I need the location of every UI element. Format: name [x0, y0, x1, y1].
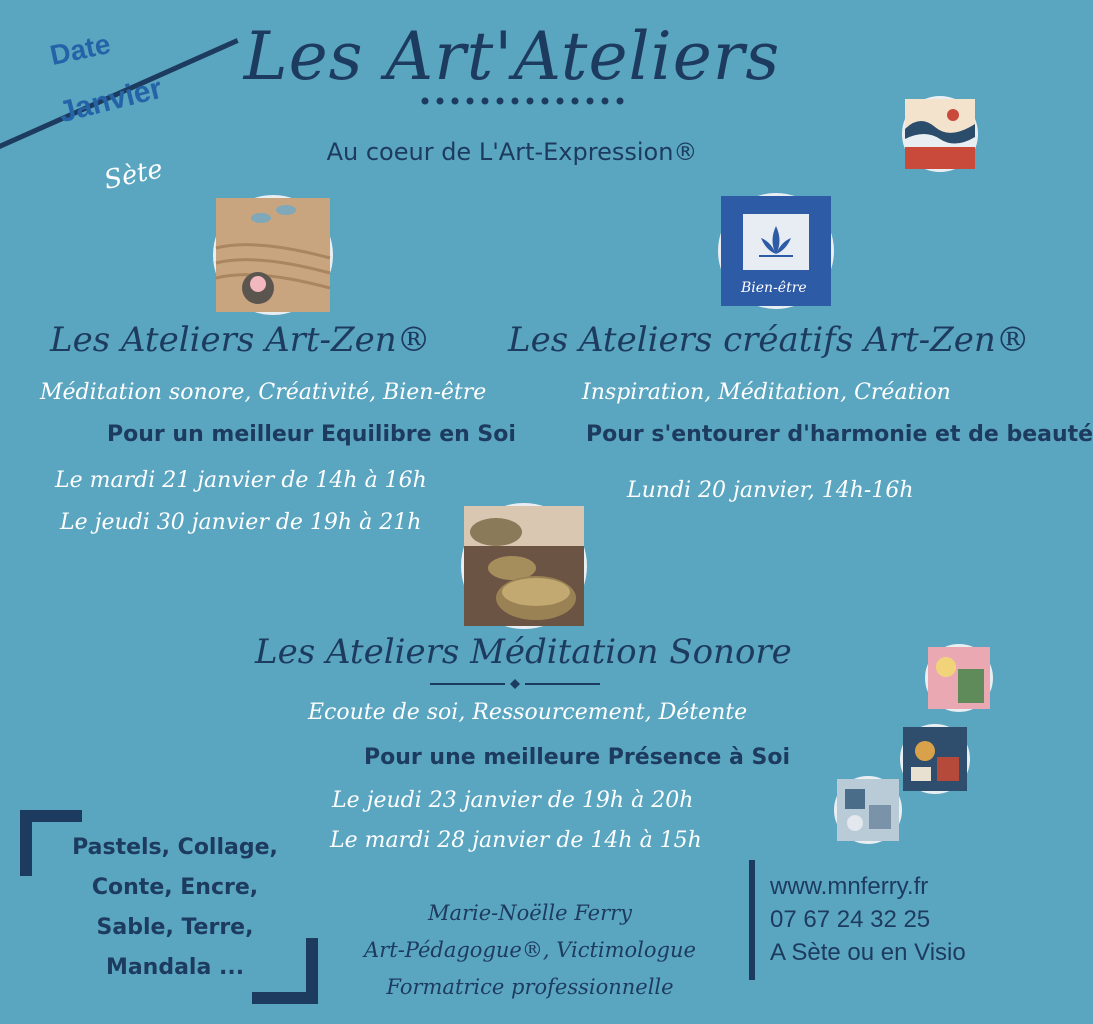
wave-art-image	[902, 96, 978, 172]
workshop-sonore-themes: Ecoute de soi, Ressourcement, Détente	[308, 700, 748, 725]
workshop-creatifs-themes: Inspiration, Méditation, Création	[582, 380, 951, 405]
singing-bowls-image	[461, 503, 587, 629]
frame-corner-left	[20, 810, 32, 876]
sand-zen-image	[213, 195, 333, 315]
workshop-sonore-title: Les Ateliers Méditation Sonore	[255, 632, 792, 672]
location-text: A Sète ou en Visio	[770, 939, 966, 966]
collage-image-3	[834, 776, 902, 844]
workshop-creatifs-date-1: Lundi 20 janvier, 14h-16h	[627, 478, 914, 503]
section-divider	[430, 678, 600, 690]
workshop-sonore-date-1: Le jeudi 23 janvier de 19h à 20h	[332, 788, 694, 813]
technique-line: Sable, Terre,	[96, 915, 254, 940]
date-label: Date	[47, 28, 114, 71]
page-subtitle: Au coeur de L'Art-Expression®	[326, 138, 698, 166]
workshop-sonore-tagline: Pour une meilleure Présence à Soi	[364, 745, 790, 770]
workshop-creatifs-title: Les Ateliers créatifs Art-Zen®	[508, 320, 1030, 360]
technique-line: Mandala ...	[105, 955, 245, 980]
workshop-zen-tagline: Pour un meilleur Equilibre en Soi	[107, 422, 516, 447]
technique-line: Conte, Encre,	[91, 875, 259, 900]
workshop-sonore-date-2: Le mardi 28 janvier de 14h à 15h	[330, 828, 702, 853]
workshop-zen-themes: Méditation sonore, Créativité, Bien-être	[40, 380, 487, 405]
date-city: Sète	[101, 154, 166, 196]
collage-image-1	[925, 644, 993, 712]
author-name: Marie-Noëlle Ferry	[427, 901, 633, 925]
author-title: Formatrice professionnelle	[386, 975, 674, 999]
technique-line: Pastels, Collage,	[72, 835, 278, 860]
page-title: Les Art'Ateliers	[243, 18, 781, 95]
title-divider-dots	[420, 96, 630, 106]
workshop-zen-date-1: Le mardi 21 janvier de 14h à 16h	[55, 468, 427, 493]
workshop-zen-title: Les Ateliers Art-Zen®	[50, 320, 431, 360]
author-role: Art-Pédagogue®, Victimologue	[364, 938, 696, 962]
author-block	[330, 895, 730, 1006]
contact-divider	[749, 860, 755, 980]
frame-corner-right	[306, 938, 318, 1004]
image-caption: Bien-être	[741, 280, 807, 296]
workshop-zen-date-2: Le jeudi 30 janvier de 19h à 21h	[60, 510, 422, 535]
phone-number[interactable]: 07 67 24 32 25	[770, 906, 931, 933]
website-link[interactable]: www.mnferry.fr	[770, 873, 929, 900]
lotus-bien-etre-image	[718, 193, 834, 309]
workshop-creatifs-tagline: Pour s'entourer d'harmonie et de beauté	[586, 422, 1093, 447]
contact-block	[770, 870, 966, 969]
collage-image-2	[900, 724, 970, 794]
techniques-list	[60, 828, 290, 988]
date-month: Janvier	[55, 71, 166, 130]
